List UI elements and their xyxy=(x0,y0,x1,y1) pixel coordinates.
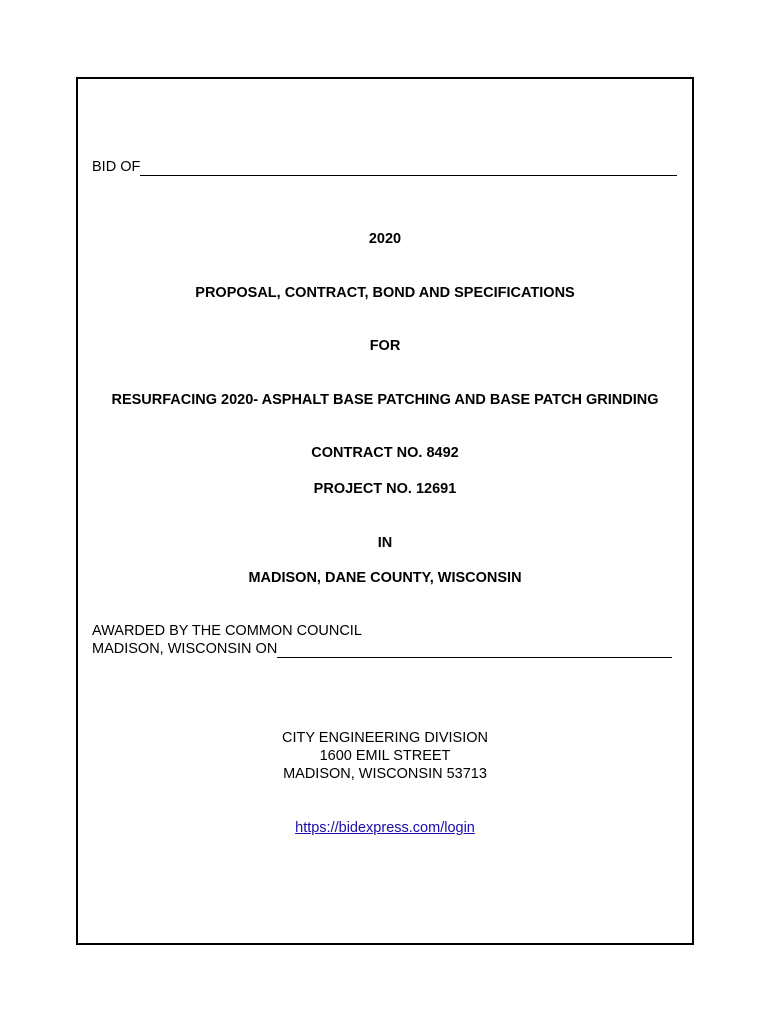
proposal-title: PROPOSAL, CONTRACT, BOND AND SPECIFICATIONS xyxy=(195,285,575,301)
award-date-blank-line xyxy=(277,642,672,658)
website-row xyxy=(78,819,692,837)
document-frame xyxy=(76,77,694,945)
bid-of-row xyxy=(92,158,677,176)
division-street: 1600 EMIL STREET xyxy=(319,748,451,764)
bid-of-label: BID OF xyxy=(92,159,141,175)
awarded-line-2: MADISON, WISCONSIN ON xyxy=(92,641,278,657)
awarded-line-1: AWARDED BY THE COMMON COUNCIL xyxy=(92,623,362,639)
awarded-row xyxy=(92,640,672,658)
division-city: MADISON, WISCONSIN 53713 xyxy=(283,766,487,782)
for-label: FOR xyxy=(369,338,401,354)
location-heading: MADISON, DANE COUNTY, WISCONSIN xyxy=(248,570,522,586)
bidexpress-link[interactable]: https://bidexpress.com/login xyxy=(295,820,475,836)
year-heading: 2020 xyxy=(368,231,402,247)
contract-number: CONTRACT NO. 8492 xyxy=(311,445,459,461)
project-title: RESURFACING 2020- ASPHALT BASE PATCHING AND BASE PATCH GRINDING xyxy=(111,392,659,408)
division-name: CITY ENGINEERING DIVISION xyxy=(282,730,488,746)
project-number: PROJECT NO. 12691 xyxy=(313,481,457,497)
bid-of-blank-line xyxy=(140,160,677,176)
in-label: IN xyxy=(377,535,393,551)
